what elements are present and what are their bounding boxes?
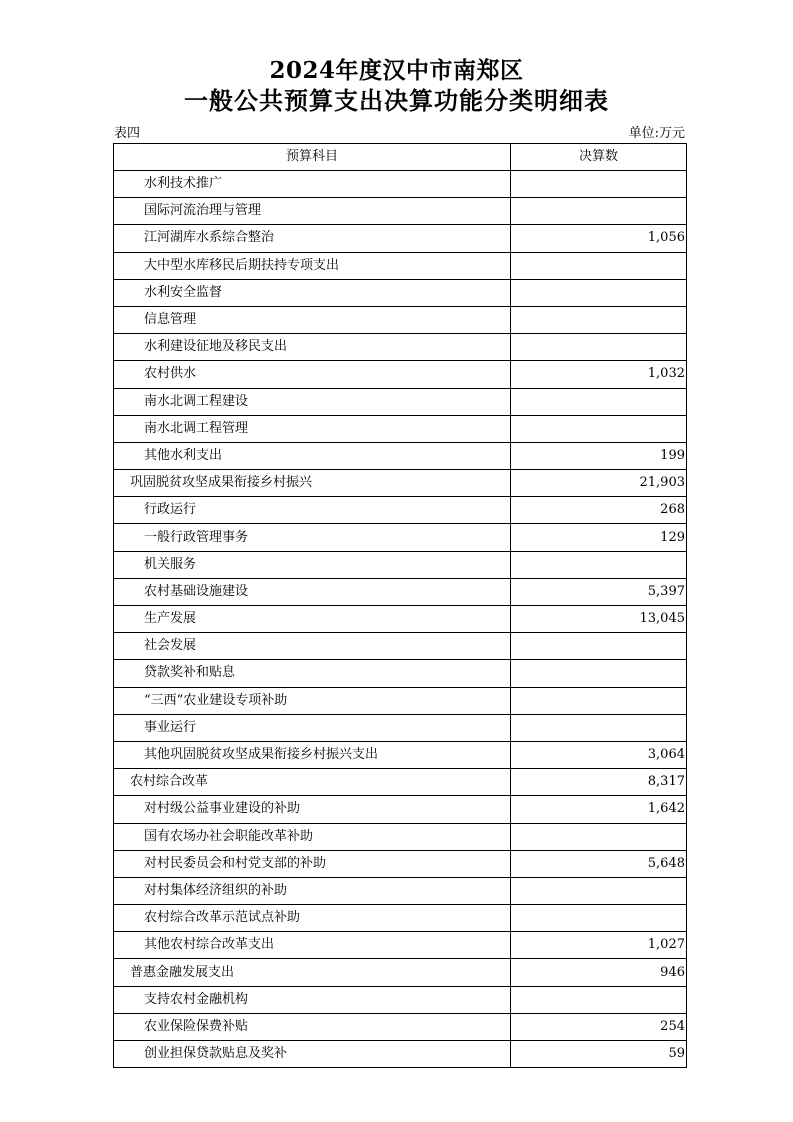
row-budget-item: 生产发展 bbox=[114, 606, 511, 633]
table-row bbox=[114, 252, 687, 279]
row-amount bbox=[511, 198, 687, 225]
row-amount bbox=[511, 823, 687, 850]
table-row bbox=[114, 905, 687, 932]
row-amount: 21,903 bbox=[511, 470, 687, 497]
row-budget-item: 水利建设征地及移民支出 bbox=[114, 334, 511, 361]
row-budget-item: 农业保险保费补贴 bbox=[114, 1013, 511, 1040]
row-budget-item: 对村集体经济组织的补助 bbox=[114, 877, 511, 904]
table-row bbox=[114, 551, 687, 578]
row-budget-item: 一般行政管理事务 bbox=[114, 524, 511, 551]
table-row bbox=[114, 415, 687, 442]
row-amount bbox=[511, 714, 687, 741]
row-amount: 254 bbox=[511, 1013, 687, 1040]
row-budget-item: 农村基础设施建设 bbox=[114, 578, 511, 605]
table-row bbox=[114, 279, 687, 306]
row-amount bbox=[511, 334, 687, 361]
row-amount: 1,056 bbox=[511, 225, 687, 252]
table-row bbox=[114, 524, 687, 551]
row-budget-item: 机关服务 bbox=[114, 551, 511, 578]
row-budget-item: 其他农村综合改革支出 bbox=[114, 932, 511, 959]
table-row bbox=[114, 497, 687, 524]
row-amount: 3,064 bbox=[511, 741, 687, 768]
table-row bbox=[114, 850, 687, 877]
row-budget-item: 南水北调工程管理 bbox=[114, 415, 511, 442]
row-budget-item: “三西”农业建设专项补助 bbox=[114, 687, 511, 714]
row-amount: 13,045 bbox=[511, 606, 687, 633]
table-row bbox=[114, 796, 687, 823]
row-budget-item: 事业运行 bbox=[114, 714, 511, 741]
table-row bbox=[114, 959, 687, 986]
table-row bbox=[114, 361, 687, 388]
row-amount: 129 bbox=[511, 524, 687, 551]
row-amount bbox=[511, 687, 687, 714]
row-budget-item: 南水北调工程建设 bbox=[114, 388, 511, 415]
table-row bbox=[114, 687, 687, 714]
table-row bbox=[114, 660, 687, 687]
row-budget-item: 水利安全监督 bbox=[114, 279, 511, 306]
row-budget-item: 普惠金融发展支出 bbox=[114, 959, 511, 986]
table-row bbox=[114, 633, 687, 660]
row-amount bbox=[511, 633, 687, 660]
row-budget-item: 巩固脱贫攻坚成果衔接乡村振兴 bbox=[114, 470, 511, 497]
row-amount bbox=[511, 388, 687, 415]
row-budget-item: 其他巩固脱贫攻坚成果衔接乡村振兴支出 bbox=[114, 741, 511, 768]
row-amount: 268 bbox=[511, 497, 687, 524]
table-row bbox=[114, 1013, 687, 1040]
row-amount bbox=[511, 415, 687, 442]
row-amount bbox=[511, 279, 687, 306]
table-row bbox=[114, 714, 687, 741]
table-row bbox=[114, 823, 687, 850]
table-row bbox=[114, 578, 687, 605]
row-amount: 59 bbox=[511, 1041, 687, 1068]
row-amount bbox=[511, 905, 687, 932]
row-budget-item: 农村综合改革示范试点补助 bbox=[114, 905, 511, 932]
row-amount bbox=[511, 171, 687, 198]
header-budget-item: 预算科目 bbox=[114, 144, 511, 171]
row-budget-item: 大中型水库移民后期扶持专项支出 bbox=[114, 252, 511, 279]
row-budget-item: 农村供水 bbox=[114, 361, 511, 388]
row-budget-item: 行政运行 bbox=[114, 497, 511, 524]
row-budget-item: 其他水利支出 bbox=[114, 442, 511, 469]
table-body bbox=[114, 171, 687, 1068]
row-amount bbox=[511, 986, 687, 1013]
row-budget-item: 水利技术推广 bbox=[114, 171, 511, 198]
report-title-line1: 2024年度汉中市南郑区 bbox=[269, 57, 524, 84]
row-budget-item: 江河湖库水系综合整治 bbox=[114, 225, 511, 252]
table-row bbox=[114, 225, 687, 252]
table-row bbox=[114, 877, 687, 904]
row-amount: 5,397 bbox=[511, 578, 687, 605]
table-row bbox=[114, 769, 687, 796]
row-budget-item: 贷款奖补和贴息 bbox=[114, 660, 511, 687]
table-row bbox=[114, 171, 687, 198]
row-amount bbox=[511, 877, 687, 904]
row-amount bbox=[511, 252, 687, 279]
row-budget-item: 国有农场办社会职能改革补助 bbox=[114, 823, 511, 850]
budget-table bbox=[113, 143, 687, 1068]
table-header-row bbox=[114, 144, 687, 171]
row-budget-item: 创业担保贷款贴息及奖补 bbox=[114, 1041, 511, 1068]
report-title-line2: 一般公共预算支出决算功能分类明细表 bbox=[184, 86, 609, 115]
row-budget-item: 社会发展 bbox=[114, 633, 511, 660]
table-row bbox=[114, 986, 687, 1013]
table-row bbox=[114, 606, 687, 633]
row-amount: 1,032 bbox=[511, 361, 687, 388]
table-row bbox=[114, 442, 687, 469]
table-row bbox=[114, 1041, 687, 1068]
row-amount: 8,317 bbox=[511, 769, 687, 796]
table-row bbox=[114, 741, 687, 768]
table-number: 表四 bbox=[114, 126, 141, 141]
table-row bbox=[114, 470, 687, 497]
table-row bbox=[114, 334, 687, 361]
row-amount bbox=[511, 660, 687, 687]
row-amount bbox=[511, 306, 687, 333]
row-amount: 199 bbox=[511, 442, 687, 469]
row-amount: 5,648 bbox=[511, 850, 687, 877]
row-budget-item: 国际河流治理与管理 bbox=[114, 198, 511, 225]
header-final-amount: 决算数 bbox=[511, 144, 687, 171]
row-budget-item: 信息管理 bbox=[114, 306, 511, 333]
row-budget-item: 支持农村金融机构 bbox=[114, 986, 511, 1013]
row-budget-item: 对村级公益事业建设的补助 bbox=[114, 796, 511, 823]
table-row bbox=[114, 388, 687, 415]
row-amount: 946 bbox=[511, 959, 687, 986]
row-budget-item: 农村综合改革 bbox=[114, 769, 511, 796]
table-row bbox=[114, 198, 687, 225]
row-amount: 1,027 bbox=[511, 932, 687, 959]
row-budget-item: 对村民委员会和村党支部的补助 bbox=[114, 850, 511, 877]
row-amount: 1,642 bbox=[511, 796, 687, 823]
table-row bbox=[114, 306, 687, 333]
row-amount bbox=[511, 551, 687, 578]
table-row bbox=[114, 932, 687, 959]
unit-label: 单位:万元 bbox=[628, 126, 685, 141]
